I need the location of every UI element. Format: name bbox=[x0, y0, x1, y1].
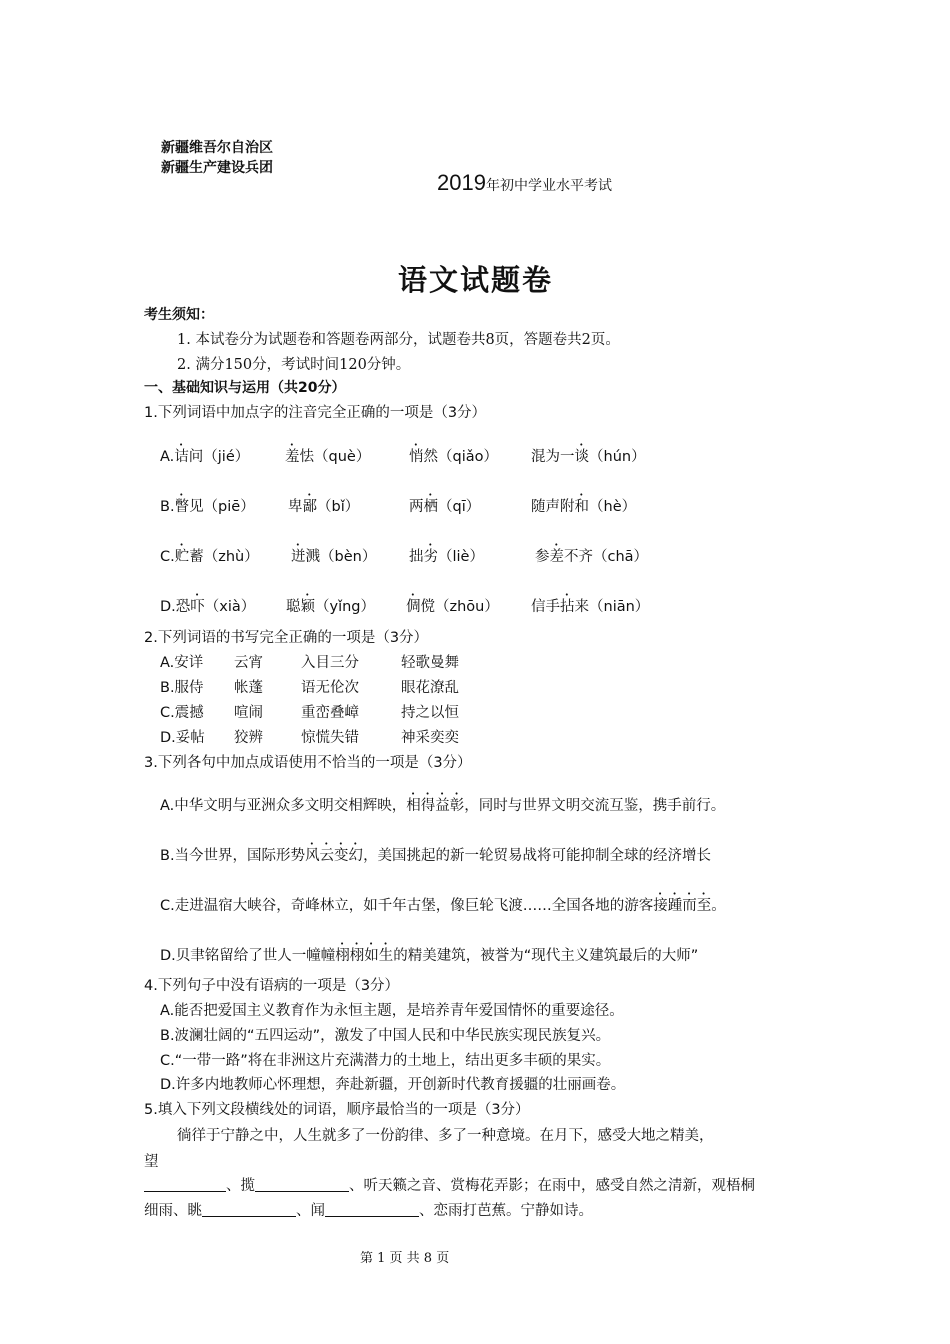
q2-a-word-4: 轻歌曼舞 bbox=[401, 655, 459, 671]
dotted-char: 和 bbox=[574, 499, 589, 515]
answer-blank-3[interactable] bbox=[202, 1200, 296, 1217]
question-5-stem: 5.填入下列文段横线处的词语，顺序最恰当的一项是（3分） bbox=[144, 1102, 530, 1118]
q3-option-a: A.中华文明与亚洲众多文明交相辉映，相得益彰，同时与世界文明交流互鉴，携手前行。 bbox=[160, 798, 726, 814]
dotted-char: 拈 bbox=[560, 599, 575, 615]
dotted-char: 鄙 bbox=[302, 499, 317, 515]
q2-a-word-1: A.安详 bbox=[160, 655, 204, 671]
q2-b-word-4: 眼花潦乱 bbox=[401, 680, 459, 696]
exam-year: 2019 bbox=[437, 170, 486, 195]
page-title: 语文试题卷 bbox=[398, 263, 554, 297]
dotted-char: 颖 bbox=[300, 599, 315, 615]
q2-a-word-2: 云宵 bbox=[234, 655, 263, 671]
question-4-stem: 4.下列句子中没有语病的一项是（3分） bbox=[144, 978, 400, 994]
notice-heading: 考生须知： bbox=[144, 307, 214, 323]
dotted-char: 劣 bbox=[423, 549, 438, 565]
dotted-char: 谈 bbox=[574, 449, 589, 465]
region-line-2: 新疆生产建设兵团 bbox=[161, 160, 273, 176]
dotted-char: 贮 bbox=[174, 549, 190, 565]
q5-passage-line-4: 细雨、眺 、闻 、恋雨打芭蕉。宁静如诗。 bbox=[144, 1199, 593, 1220]
q2-c-word-4: 持之以恒 bbox=[401, 705, 459, 721]
notice-item-2: 2. 满分150分，考试时间120分钟。 bbox=[177, 357, 411, 373]
q3-option-b: B.当今世界，国际形势风云变幻，美国挑起的新一轮贸易战将可能抑制全球的经济增长 bbox=[160, 848, 712, 864]
question-2-stem: 2.下列词语的书写完全正确的一项是（3分） bbox=[144, 630, 429, 646]
q2-d-word-1: D.妥帖 bbox=[160, 730, 205, 746]
q4-option-b: B.波澜壮阔的“五四运动”，激发了中国人民和中华民族实现民族复兴。 bbox=[160, 1028, 611, 1044]
q2-c-word-1: C.震撼 bbox=[160, 705, 204, 721]
dotted-char: 诘 bbox=[174, 449, 189, 465]
answer-blank-4[interactable] bbox=[325, 1200, 419, 1217]
q2-c-word-3: 重峦叠嶂 bbox=[301, 705, 359, 721]
dotted-char: 羞 bbox=[285, 449, 300, 465]
notice-item-1: 1. 本试卷分为试题卷和答题卷两部分，试题卷共8页，答题卷共2页。 bbox=[177, 332, 620, 348]
q2-d-word-4: 神采奕奕 bbox=[401, 730, 459, 746]
dotted-char: 差 bbox=[549, 549, 564, 565]
q4-option-d: D.许多内地教师心怀理想，奔赴新疆，开创新时代教育援疆的壮丽画卷。 bbox=[160, 1077, 626, 1093]
q2-d-word-2: 狡辨 bbox=[234, 730, 263, 746]
q2-c-word-2: 喧闹 bbox=[234, 705, 263, 721]
q2-a-word-3: 入目三分 bbox=[301, 655, 359, 671]
dotted-idiom: 风云变幻 bbox=[305, 848, 364, 864]
region-line-1: 新疆维吾尔自治区 bbox=[161, 140, 273, 156]
q2-b-word-2: 帐蓬 bbox=[234, 680, 263, 696]
q5-passage-line-2: 望 bbox=[144, 1154, 159, 1170]
question-3-stem: 3.下列各句中加点成语使用不恰当的一项是（3分） bbox=[144, 755, 472, 771]
q5-passage-line-3: 、揽 、听天籁之音、赏梅花弄影；在雨中，感受自然之清新，观梧桐 bbox=[144, 1174, 755, 1195]
dotted-idiom: 栩栩如生 bbox=[335, 948, 394, 964]
exam-name: 年初中学业水平考试 bbox=[485, 178, 612, 194]
q2-d-word-3: 惊慌失错 bbox=[301, 730, 359, 746]
dotted-char: 倜 bbox=[406, 599, 421, 615]
question-1-stem: 1.下列词语中加点字的注音完全正确的一项是（3分） bbox=[144, 405, 487, 421]
dotted-char: 悄 bbox=[409, 449, 424, 465]
dotted-char: 迸 bbox=[291, 549, 306, 565]
dotted-idiom: 相得益彰 bbox=[406, 798, 465, 814]
q2-b-word-3: 语无伦次 bbox=[301, 680, 359, 696]
dotted-char: 吓 bbox=[190, 599, 205, 615]
dotted-char: 栖 bbox=[423, 499, 438, 515]
q2-b-word-1: B.服侍 bbox=[160, 680, 204, 696]
q4-option-a: A.能否把爱国主义教育作为永恒主题，是培养青年爱国情怀的重要途径。 bbox=[160, 1003, 624, 1019]
dotted-char: 瞥 bbox=[174, 499, 190, 515]
page-footer: 第 1 页 共 8 页 bbox=[360, 1251, 450, 1266]
q3-option-c: C.走进温宿大峡谷，奇峰林立，如千年古堡，像巨轮飞渡……全国各地的游客接踵而至。 bbox=[160, 898, 726, 914]
exam-year-line bbox=[437, 170, 612, 196]
answer-blank-2[interactable] bbox=[255, 1175, 349, 1192]
q5-passage-line-1: 徜徉于宁静之中，人生就多了一份韵律、多了一种意境。在月下，感受大地之精美， bbox=[177, 1128, 714, 1144]
answer-blank-1[interactable] bbox=[144, 1175, 226, 1192]
section-heading: 一、基础知识与运用（共20分） bbox=[144, 380, 346, 396]
q3-option-d: D.贝聿铭留给了世人一幢幢栩栩如生的精美建筑，被誉为“现代主义建筑最后的大师” bbox=[160, 948, 699, 964]
q4-option-c: C.“一带一路”将在非洲这片充满潜力的土地上，结出更多丰硕的果实。 bbox=[160, 1053, 611, 1069]
dotted-idiom: 接踵而至 bbox=[653, 898, 712, 914]
